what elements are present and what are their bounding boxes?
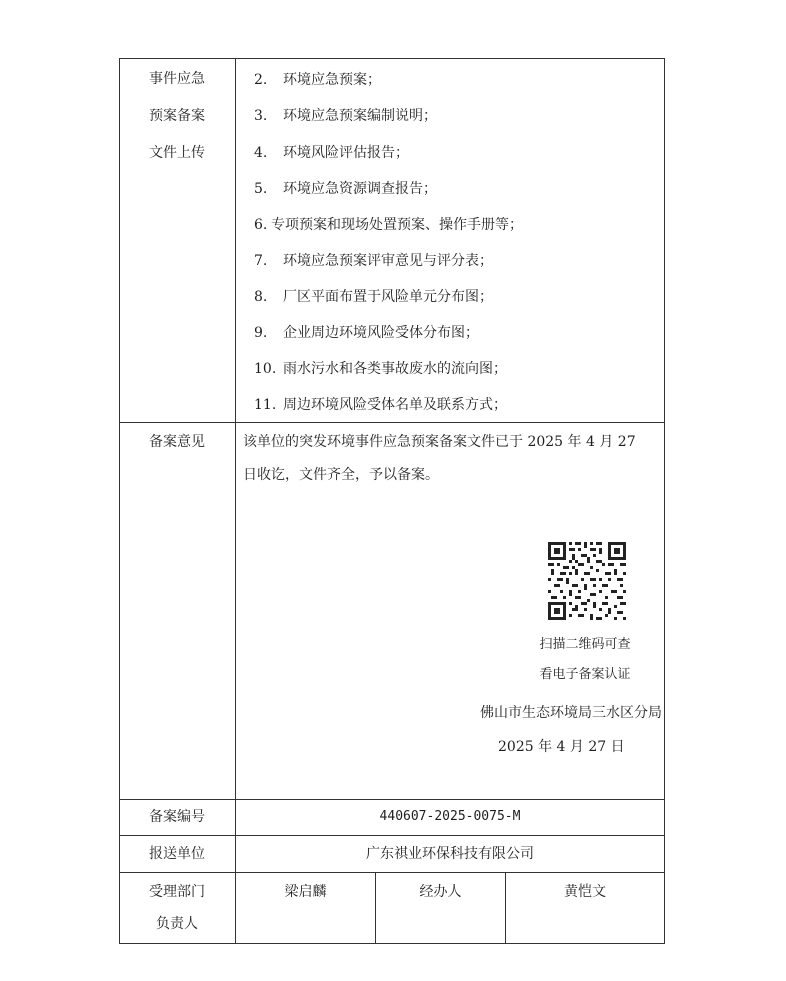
item-num: 9. bbox=[254, 325, 268, 341]
qr-caption-1: 扫描二维码可查 bbox=[539, 637, 631, 652]
number-label: 备案编号 bbox=[149, 809, 205, 825]
opinion-text-line-2: 日收讫，文件齐全，予以备案。 bbox=[243, 467, 439, 483]
item-text: 环境应急预案； bbox=[283, 72, 381, 88]
opinion-label: 备案意见 bbox=[149, 434, 205, 450]
filing-number: 440607-2025-0075-M bbox=[379, 809, 521, 824]
item-num: 6. bbox=[254, 217, 268, 233]
item-text: 周边环境风险受体名单及联系方式； bbox=[283, 397, 507, 413]
item-text: 环境应急预案评审意见与评分表； bbox=[283, 253, 493, 269]
handler-label: 经办人 bbox=[419, 884, 462, 900]
item-num: 4. bbox=[254, 145, 268, 161]
item-text: 环境风险评估报告； bbox=[283, 145, 409, 161]
item-text: 企业周边环境风险受体分布图； bbox=[283, 325, 479, 341]
item-num: 2. bbox=[254, 72, 268, 88]
responsible-label-line-1: 受理部门 bbox=[149, 884, 205, 900]
item-num: 8. bbox=[254, 289, 268, 305]
item-num: 5. bbox=[254, 181, 268, 197]
submitter-label: 报送单位 bbox=[149, 846, 205, 862]
item-num: 11. bbox=[254, 397, 277, 413]
responsible-label-line-2: 负责人 bbox=[156, 916, 198, 932]
item-text: 厂区平面布置于风险单元分布图； bbox=[283, 289, 493, 305]
item-text: 雨水污水和各类事故废水的流向图； bbox=[283, 361, 507, 377]
upload-label-line-3: 文件上传 bbox=[149, 145, 205, 161]
qr-caption-2: 看电子备案认证 bbox=[539, 667, 631, 682]
issue-date: 2025 年 4 月 27 日 bbox=[498, 739, 625, 755]
upload-label-line-2: 预案备案 bbox=[149, 108, 205, 124]
responsible-person: 梁启麟 bbox=[284, 884, 327, 900]
item-num: 3. bbox=[254, 108, 268, 124]
qr-code-icon bbox=[548, 542, 626, 620]
item-text: 专项预案和现场处置预案、操作手册等； bbox=[271, 217, 523, 233]
item-num: 7. bbox=[254, 253, 268, 269]
item-text: 环境应急预案编制说明； bbox=[283, 108, 437, 124]
issuer-name: 佛山市生态环境局三水区分局 bbox=[480, 705, 662, 721]
submitter-name: 广东祺业环保科技有限公司 bbox=[366, 846, 534, 862]
handler-name: 黄恺文 bbox=[564, 884, 606, 900]
item-text: 环境应急资源调查报告； bbox=[283, 181, 437, 197]
item-num: 10. bbox=[254, 361, 277, 377]
upload-label-line-1: 事件应急 bbox=[149, 71, 205, 87]
opinion-text-line-1: 该单位的突发环境事件应急预案备案文件已于 2025 年 4 月 27 bbox=[243, 434, 636, 450]
